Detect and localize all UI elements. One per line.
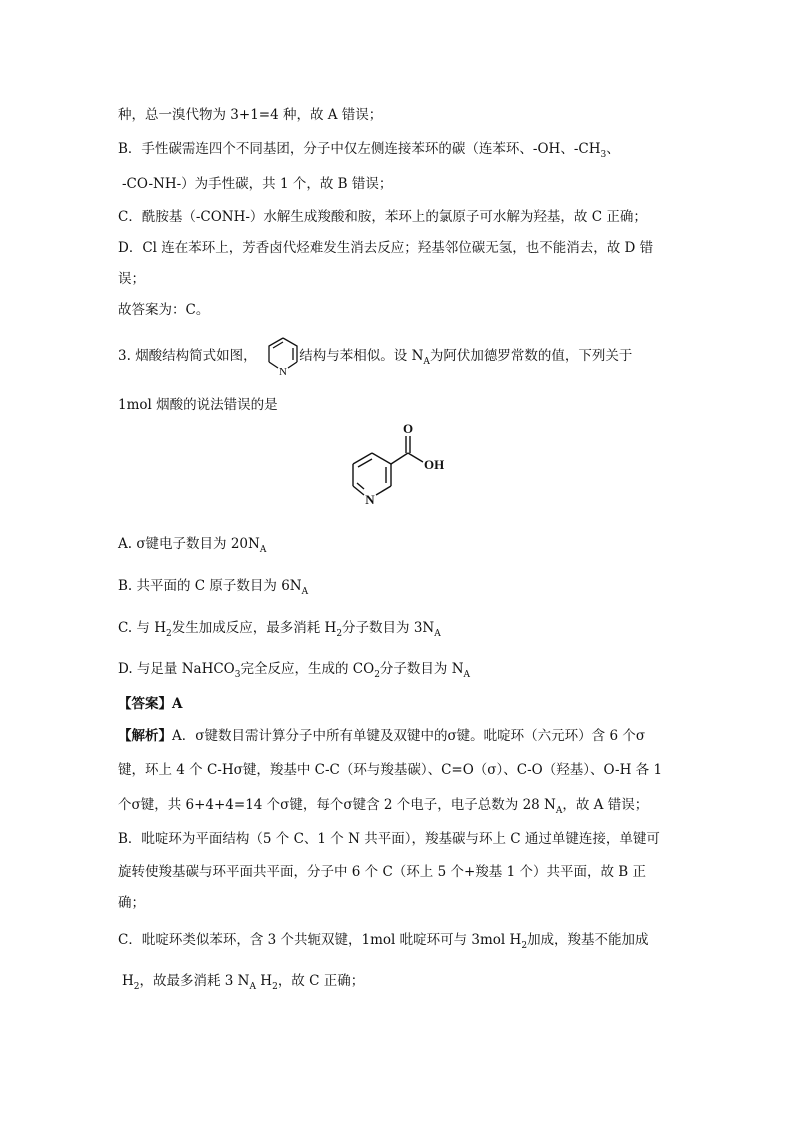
analysis-text: ，故 A 错误； <box>562 797 649 813</box>
hydroxyl-oh-label: OH <box>424 457 445 472</box>
nicotinic-acid-structure-icon <box>340 420 460 515</box>
analysis-line-2: 键，环上 4 个 C-Hσ键，羧基中 C-C（环与羧基碳）、C=O（σ）、C-O（羟基）、O-H 各 1 <box>118 762 663 778</box>
answer-value: A <box>172 696 183 712</box>
answer-line <box>118 695 182 713</box>
analysis-text: ，故最多消耗 3 N <box>139 973 250 989</box>
analysis-line-7 <box>118 931 649 955</box>
option-c-text: 分子数目为 3N <box>342 620 435 636</box>
option-b <box>118 577 308 601</box>
subscript: 3 <box>234 670 241 680</box>
subscript: A <box>423 357 430 367</box>
question-text: 为阿伏加德罗常数的值，下列关于 <box>429 348 633 364</box>
subscript: 2 <box>521 941 528 951</box>
text-line-6: 误； <box>118 271 145 287</box>
text-line-4: C．酰胺基（-CONH-）水解生成羧酸和胺，苯环上的氯原子可水解为羟基，故 C 正确； <box>118 209 647 225</box>
text-line-1: 种，总一溴代物为 3+1=4 种，故 A 错误； <box>118 107 383 123</box>
text-line-7: 故答案为：C。 <box>118 302 210 318</box>
question-number: 3. <box>118 348 131 364</box>
analysis-text: 个σ键，共 6+4+4=14 个σ键，每个σ键含 2 个电子，电子总数为 28 N <box>118 797 556 813</box>
analysis-line-3 <box>118 796 648 820</box>
option-c <box>118 619 441 643</box>
option-d-text: 分子数目为 N <box>379 661 464 677</box>
option-a <box>118 535 266 559</box>
pyridine-n-label: N <box>279 366 287 378</box>
subscript: 2 <box>166 629 172 639</box>
question-3-line-1 <box>118 347 632 371</box>
question-text: 结构与苯相似。设 N <box>299 348 424 364</box>
question-3-line-2: 1mol 烟酸的说法错误的是 <box>118 397 278 413</box>
option-c-text: 发生加成反应，最多消耗 H <box>171 620 337 636</box>
text-segment: B．手性碳需连四个不同基团，分子中仅左侧连接苯环的碳（连苯环、-OH、-CH <box>118 141 601 157</box>
analysis-text: C．吡啶环类似苯环，含 3 个共轭双键，1mol 吡啶环可与 3mol H <box>118 932 522 948</box>
subscript: A <box>463 670 471 680</box>
option-d-text: 完全反应，生成的 CO <box>240 661 375 677</box>
analysis-text: 加成，羧基不能加成 <box>527 932 649 948</box>
subscript: A <box>555 806 563 816</box>
subscript: A <box>301 587 309 597</box>
analysis-text: ，故 C 正确； <box>277 973 365 989</box>
subscript: A <box>249 982 256 992</box>
subscript: 2 <box>336 629 343 639</box>
analysis-text: A．σ键数目需计算分子中所有单键及双键中的σ键。吡啶环（六元环）含 6 个σ <box>172 728 646 744</box>
text-line-5: D．Cl 连在苯环上，芳香卤代烃难发生消去反应；羟基邻位碳无氢，也不能消去，故 D 错 <box>118 240 654 256</box>
text-line-2 <box>118 140 620 164</box>
subscript: A <box>434 629 441 639</box>
answer-label: 【答案】 <box>118 696 172 712</box>
subscript: 2 <box>133 982 140 992</box>
analysis-line-6: 确； <box>118 895 145 911</box>
option-a-text: A. σ键电子数目为 20N <box>118 536 260 552</box>
analysis-text: H <box>256 973 273 989</box>
pyridine-structure-icon <box>265 334 301 378</box>
analysis-text: H <box>122 973 134 989</box>
subscript: 3 <box>600 150 607 160</box>
subscript: 2 <box>272 982 278 992</box>
carbonyl-o-label: O <box>402 421 414 436</box>
analysis-line-1 <box>118 727 645 745</box>
option-c-text: C. 与 H <box>118 620 166 636</box>
analysis-line-5: 旋转使羧基碳与环平面共平面，分子中 6 个 C（环上 5 个+羧基 1 个）共平面，故 B 正 <box>118 864 646 880</box>
question-text: 烟酸结构简式如图， <box>135 348 257 364</box>
subscript: A <box>259 545 267 555</box>
analysis-line-8 <box>122 972 364 996</box>
text-segment: 、 <box>606 141 620 157</box>
option-d-text: D. 与足量 NaHCO <box>118 661 235 677</box>
analysis-label: 【解析】 <box>118 728 172 744</box>
analysis-line-4: B．吡啶环为平面结构（5 个 C、1 个 N 共平面），羧基碳与环上 C 通过单键连接，单键可 <box>118 831 660 847</box>
subscript: 2 <box>374 670 380 680</box>
ring-n-label: N <box>365 492 375 507</box>
option-d <box>118 660 470 684</box>
text-line-3: -CO-NH-）为手性碳，共 1 个，故 B 错误； <box>122 176 393 192</box>
option-b-text: B. 共平面的 C 原子数目为 6N <box>118 578 302 594</box>
